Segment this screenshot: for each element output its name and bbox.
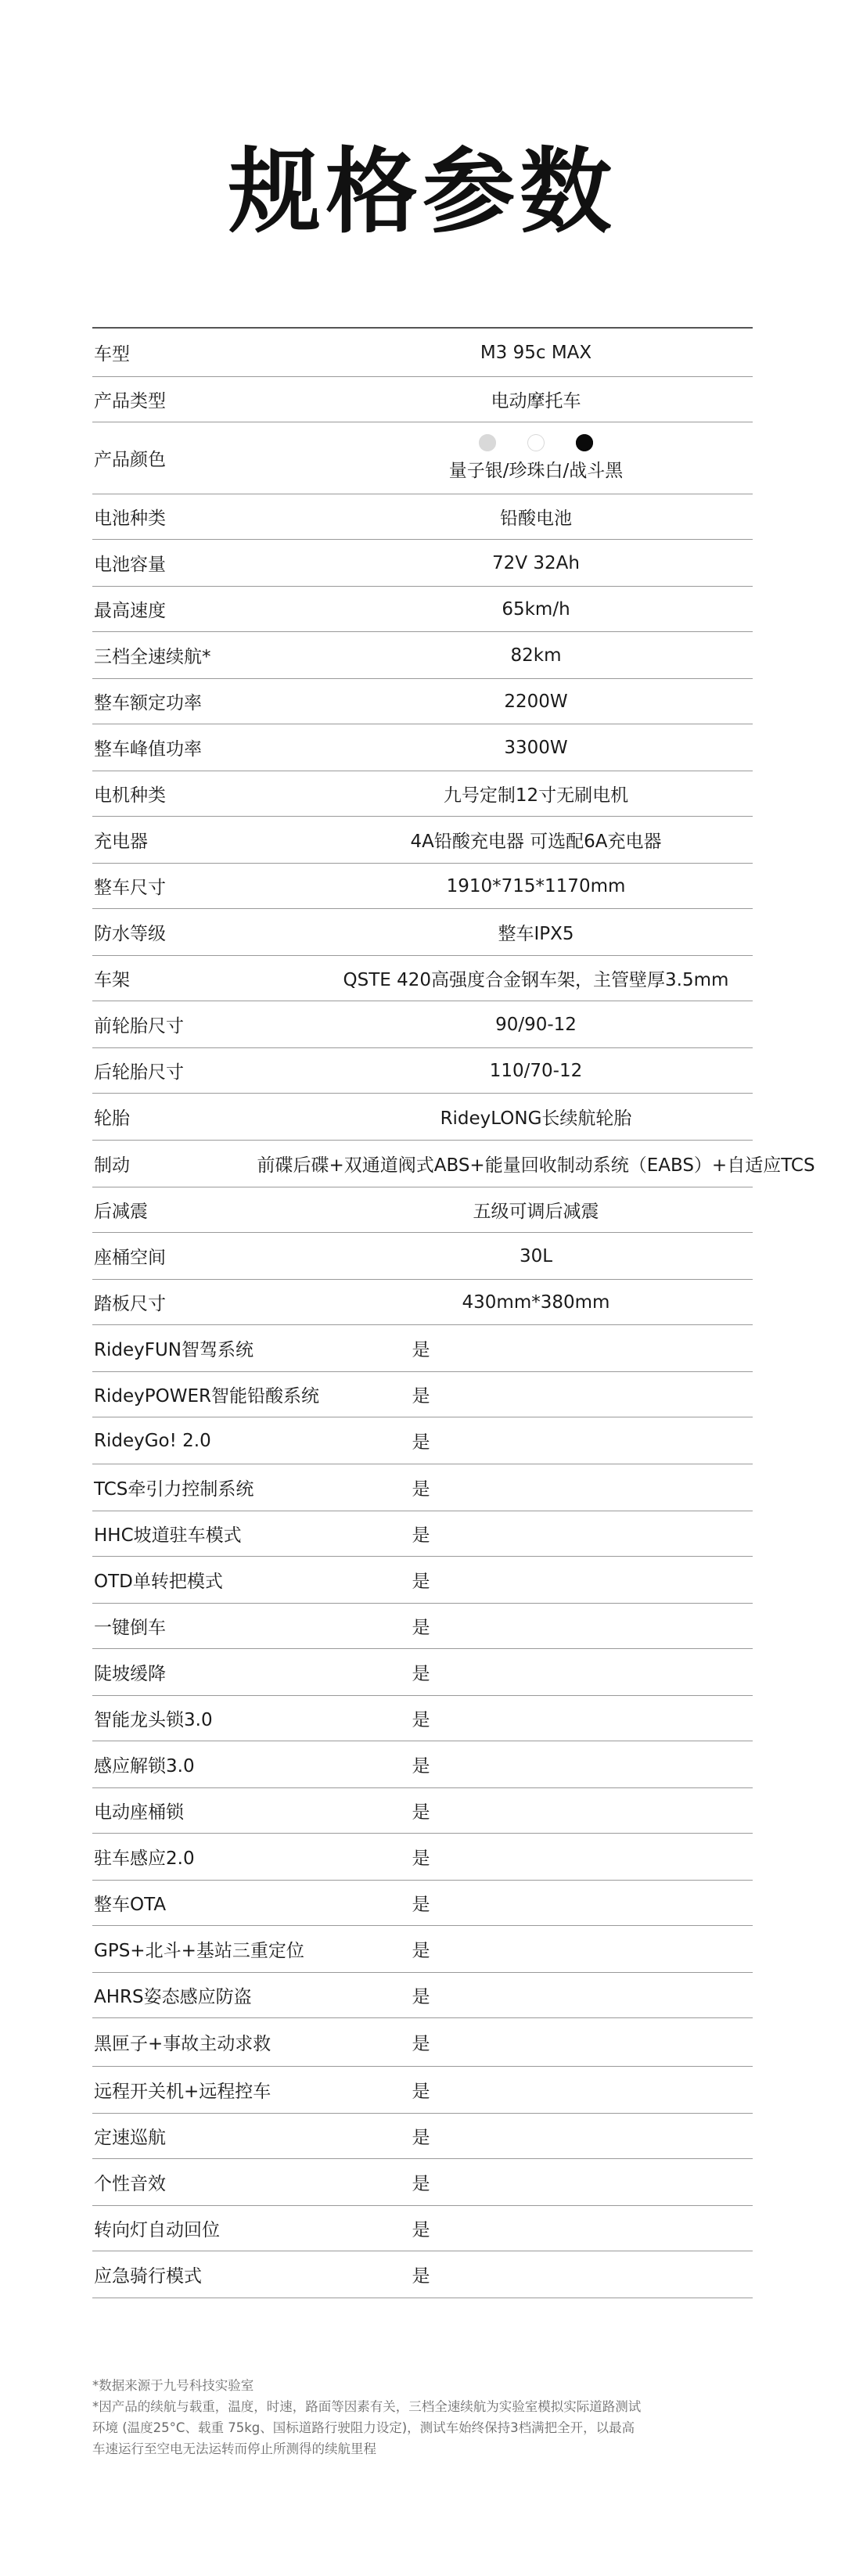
spec-label: 产品颜色 [94,450,166,470]
footnote [92,2375,753,2459]
spec-row [92,1048,753,1094]
spec-label: 黑匣子+事故主动求救 [94,2034,271,2054]
spec-label: 智能龙头锁3.0 [94,1710,213,1730]
spec-value [319,422,753,494]
spec-row: 驻车感应2.0 是 [92,1834,753,1881]
color-swatch-icon [527,434,545,451]
spec-label: 防水等级 [94,924,166,944]
spec-row [92,540,753,587]
spec-row: RideyPOWER智能铅酸系统 是 [92,1372,753,1417]
footnote-line: *因产品的续航与载重，温度，时速，路面等因素有关，三档全速续航为实验室模拟实际道路测试 [92,2399,642,2414]
spec-row: 智能龙头锁3.0 是 [92,1696,753,1741]
spec-row: HHC坡道驻车模式 是 [92,1511,753,1557]
spec-table [92,327,815,2298]
spec-row [92,1187,753,1233]
spec-row [92,909,753,956]
color-swatches [479,434,593,451]
spec-label: RideyPOWER智能铅酸系统 [94,1386,319,1407]
spec-value: 九号定制12寸无刷电机 [443,785,629,806]
spec-row [92,1233,753,1280]
spec-value: 五级可调后减震 [473,1202,599,1222]
spec-label: 驻车感应2.0 [94,1848,195,1869]
spec-value: 1910*715*1170mm [446,875,626,896]
page-title: 规格参数 [228,138,617,246]
spec-row [92,956,753,1001]
spec-row: RideyFUN智驾系统 是 [92,1325,753,1372]
spec-label: 一键倒车 [94,1618,166,1638]
spec-label: HHC坡道驻车模式 [94,1525,242,1546]
spec-value: 65km/h [502,598,570,620]
spec-row: 整车OTA 是 [92,1881,753,1926]
spec-label: 轮胎 [94,1108,130,1129]
spec-label: 整车额定功率 [94,693,202,713]
spec-label: 充电器 [94,832,148,852]
footnote-line: 环境 (温度25°C、载重 75kg、国标道路行驶阻力设定)，测试车始终保持3档满把全开，以最高 [92,2420,635,2435]
spec-row: 远程开关机+远程控车 是 [92,2067,753,2114]
spec-row: 陡坡缓降 是 [92,1649,753,1696]
spec-label: 整车尺寸 [94,878,166,898]
spec-row [92,1141,815,1187]
spec-label: 车型 [94,344,130,365]
spec-label: 三档全速续航* [94,647,211,667]
spec-row: AHRS姿态感应防盗 是 [92,1973,753,2018]
spec-row [92,679,753,724]
spec-row [92,1094,753,1141]
spec-value: 430mm*380mm [462,1292,610,1313]
spec-row: 定速巡航 是 [92,2114,753,2159]
spec-value: 110/70-12 [489,1060,583,1081]
spec-row [92,587,753,632]
spec-label: 定速巡航 [94,2128,166,2148]
footnote-line: *数据来源于九号科技实验室 [92,2378,254,2393]
spec-label: 后轮胎尺寸 [94,1062,184,1083]
spec-label: 个性音效 [94,2174,166,2194]
spec-row [92,1001,753,1048]
spec-value: 30L [519,1245,553,1266]
spec-row: 黑匣子+事故主动求救 是 [92,2018,753,2067]
spec-row [92,377,753,422]
spec-row: 个性音效 是 [92,2159,753,2206]
spec-label: 电动座桶锁 [94,1802,184,1823]
spec-label: RideyFUN智驾系统 [94,1340,254,1360]
spec-label: 产品类型 [94,391,166,411]
footnote-line: 车速运行至空电无法运转而停止所测得的续航里程 [92,2441,376,2456]
spec-row: 电动座桶锁 是 [92,1788,753,1834]
spec-row: 转向灯自动回位 是 [92,2206,753,2251]
color-swatch-icon [576,434,593,451]
spec-row: 感应解锁3.0 是 [92,1741,753,1788]
spec-label: 电池容量 [94,555,166,575]
color-names: 量子银/珍珠白/战斗黑 [448,461,624,481]
spec-row [92,632,753,679]
spec-label: 转向灯自动回位 [94,2220,220,2240]
spec-value: 整车IPX5 [498,924,574,944]
spec-row: 一键倒车 是 [92,1604,753,1649]
spec-label: 后减震 [94,1202,148,1222]
spec-label: GPS+北斗+基站三重定位 [94,1941,304,1961]
spec-value: 4A铅酸充电器 可选配6A充电器 [410,832,662,852]
spec-value: QSTE 420高强度合金钢车架，主管壁厚3.5mm [343,970,729,990]
spec-row: RideyGo! 2.0 是 [92,1417,753,1464]
spec-row [92,817,753,864]
spec-label: 感应解锁3.0 [94,1756,195,1777]
spec-label: OTD单转把模式 [94,1572,223,1592]
spec-value: 72V 32Ah [492,552,580,573]
spec-label: 远程开关机+远程控车 [94,2082,271,2102]
spec-label: 电机种类 [94,785,166,806]
spec-row [92,771,753,817]
spec-value: 3300W [504,737,568,758]
spec-row: 应急骑行模式 是 [92,2251,753,2298]
spec-label: 电池种类 [94,508,166,529]
spec-label: 最高速度 [94,601,166,621]
spec-label: 整车峰值功率 [94,739,202,760]
spec-row [92,422,753,494]
spec-label: 应急骑行模式 [94,2266,202,2287]
spec-label: 车架 [94,970,130,990]
spec-label: 踏板尺寸 [94,1294,166,1314]
spec-label: RideyGo! 2.0 [94,1430,211,1451]
spec-label: 座桶空间 [94,1248,166,1268]
spec-row: TCS牵引力控制系统 是 [92,1464,753,1511]
spec-label: 陡坡缓降 [94,1664,166,1684]
spec-row [92,494,753,540]
spec-label: TCS牵引力控制系统 [94,1479,254,1500]
spec-row [92,329,753,377]
spec-value: 铅酸电池 [500,508,572,529]
spec-value: RideyLONG长续航轮胎 [440,1108,632,1129]
spec-label: 前轮胎尺寸 [94,1016,184,1037]
spec-value: 电动摩托车 [491,391,581,411]
spec-value: 2200W [504,691,568,712]
spec-value: 90/90-12 [495,1014,577,1035]
spec-row: GPS+北斗+基站三重定位 是 [92,1926,753,1973]
spec-value: 前碟后碟+双通道阀式ABS+能量回收制动系统（EABS）+自适应TCS [257,1155,815,1176]
spec-value: M3 95c MAX [480,342,592,363]
spec-value: 82km [510,645,562,666]
spec-label: 制动 [94,1155,130,1176]
spec-row [92,1280,753,1325]
spec-row [92,724,753,771]
spec-label: AHRS姿态感应防盗 [94,1987,252,2007]
color-swatch-icon [479,434,496,451]
spec-label: 整车OTA [94,1895,167,1915]
spec-row: OTD单转把模式 是 [92,1557,753,1604]
spec-row [92,864,753,909]
